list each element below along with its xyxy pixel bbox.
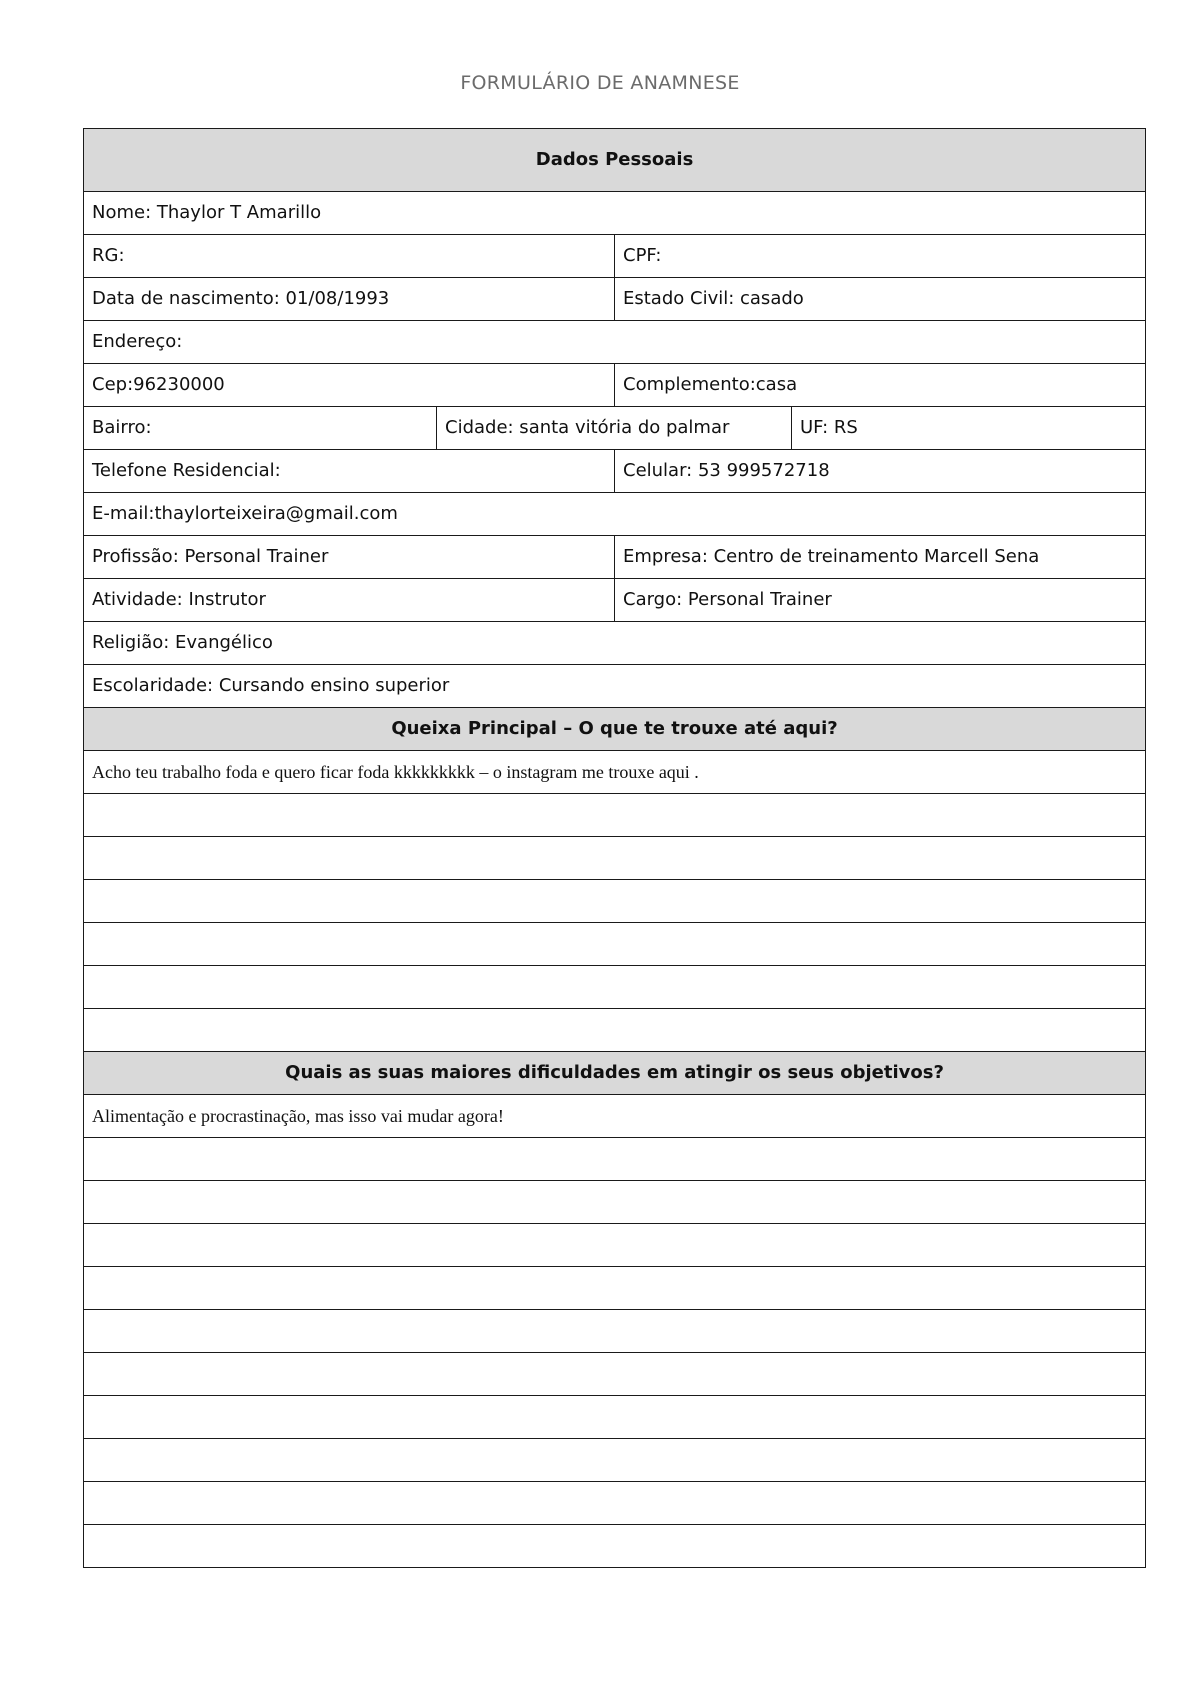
complaint-blank-cell[interactable] [84,966,1146,1009]
difficulties-answer[interactable]: Alimentação e procrastinação, mas isso vai mudar agora! [84,1095,1146,1138]
complaint-answer-row [84,751,1146,794]
difficulties-blank-cell[interactable] [84,1224,1146,1267]
difficulties-blank-cell[interactable] [84,1439,1146,1482]
field-cpf[interactable]: CPF: [615,235,1146,278]
difficulties-blank-cell[interactable] [84,1138,1146,1181]
field-atividade[interactable]: Atividade: Instrutor [84,579,615,622]
field-empresa[interactable]: Empresa: Centro de treinamento Marcell Sena [615,536,1146,579]
row-escolaridade [84,665,1146,708]
difficulties-blank-line [84,1267,1146,1310]
field-religiao[interactable]: Religião: Evangélico [84,622,1146,665]
difficulties-blank-cell[interactable] [84,1482,1146,1525]
anamnesis-form [83,128,1146,1568]
complaint-answer[interactable]: Acho teu trabalho foda e quero ficar foda kkkkkkkkk – o instagram me trouxe aqui . [84,751,1146,794]
difficulties-heading: Quais as suas maiores dificuldades em atingir os seus objetivos? [84,1052,1146,1095]
row-religiao [84,622,1146,665]
difficulties-blank-line [84,1482,1146,1525]
row-telefone-celular [84,450,1146,493]
form-title: FORMULÁRIO DE ANAMNESE [460,72,740,94]
difficulties-blank-cell[interactable] [84,1181,1146,1224]
personal-data-header-row [84,129,1146,192]
row-email [84,493,1146,536]
row-profissao-empresa [84,536,1146,579]
difficulties-blank-cell[interactable] [84,1525,1146,1568]
field-escolaridade[interactable]: Escolaridade: Cursando ensino superior [84,665,1146,708]
complaint-header-row [84,708,1146,751]
difficulties-blank-line [84,1353,1146,1396]
field-telefone-residencial[interactable]: Telefone Residencial: [84,450,615,493]
personal-data-heading: Dados Pessoais [84,129,1146,192]
field-uf[interactable]: UF: RS [792,407,1146,450]
complaint-blank-line [84,837,1146,880]
field-cep[interactable]: Cep:96230000 [84,364,615,407]
complaint-blank-line [84,880,1146,923]
complaint-blank-cell[interactable] [84,923,1146,966]
difficulties-blank-line [84,1138,1146,1181]
field-profissao[interactable]: Profissão: Personal Trainer [84,536,615,579]
field-rg[interactable]: RG: [84,235,615,278]
difficulties-blank-cell[interactable] [84,1396,1146,1439]
complaint-blank-cell[interactable] [84,1009,1146,1052]
field-estado-civil[interactable]: Estado Civil: casado [615,278,1146,321]
complaint-blank-cell[interactable] [84,880,1146,923]
difficulties-blank-cell[interactable] [84,1353,1146,1396]
difficulties-blank-line [84,1439,1146,1482]
field-data-nascimento[interactable]: Data de nascimento: 01/08/1993 [84,278,615,321]
field-nome[interactable]: Nome: Thaylor T Amarillo [84,192,1146,235]
row-nome [84,192,1146,235]
complaint-blank-cell[interactable] [84,837,1146,880]
field-complemento[interactable]: Complemento:casa [615,364,1146,407]
difficulties-blank-line [84,1396,1146,1439]
field-bairro[interactable]: Bairro: [84,407,437,450]
complaint-blank-line [84,923,1146,966]
row-bairro-cidade-uf [84,407,1146,450]
difficulties-header-row [84,1052,1146,1095]
field-endereco[interactable]: Endereço: [84,321,1146,364]
complaint-blank-line [84,794,1146,837]
difficulties-blank-line [84,1224,1146,1267]
difficulties-blank-line [84,1525,1146,1568]
field-celular[interactable]: Celular: 53 999572718 [615,450,1146,493]
row-cep-complemento [84,364,1146,407]
row-nascimento-estado-civil [84,278,1146,321]
difficulties-blank-cell[interactable] [84,1267,1146,1310]
field-cidade[interactable]: Cidade: santa vitória do palmar [437,407,792,450]
row-atividade-cargo [84,579,1146,622]
field-email[interactable]: E-mail:thaylorteixeira@gmail.com [84,493,1146,536]
field-cargo[interactable]: Cargo: Personal Trainer [615,579,1146,622]
complaint-blank-line [84,966,1146,1009]
difficulties-answer-row [84,1095,1146,1138]
row-rg-cpf [84,235,1146,278]
complaint-blank-cell[interactable] [84,794,1146,837]
difficulties-blank-cell[interactable] [84,1310,1146,1353]
row-endereco [84,321,1146,364]
complaint-heading: Queixa Principal – O que te trouxe até aqui? [84,708,1146,751]
complaint-blank-line [84,1009,1146,1052]
difficulties-blank-line [84,1310,1146,1353]
difficulties-blank-line [84,1181,1146,1224]
